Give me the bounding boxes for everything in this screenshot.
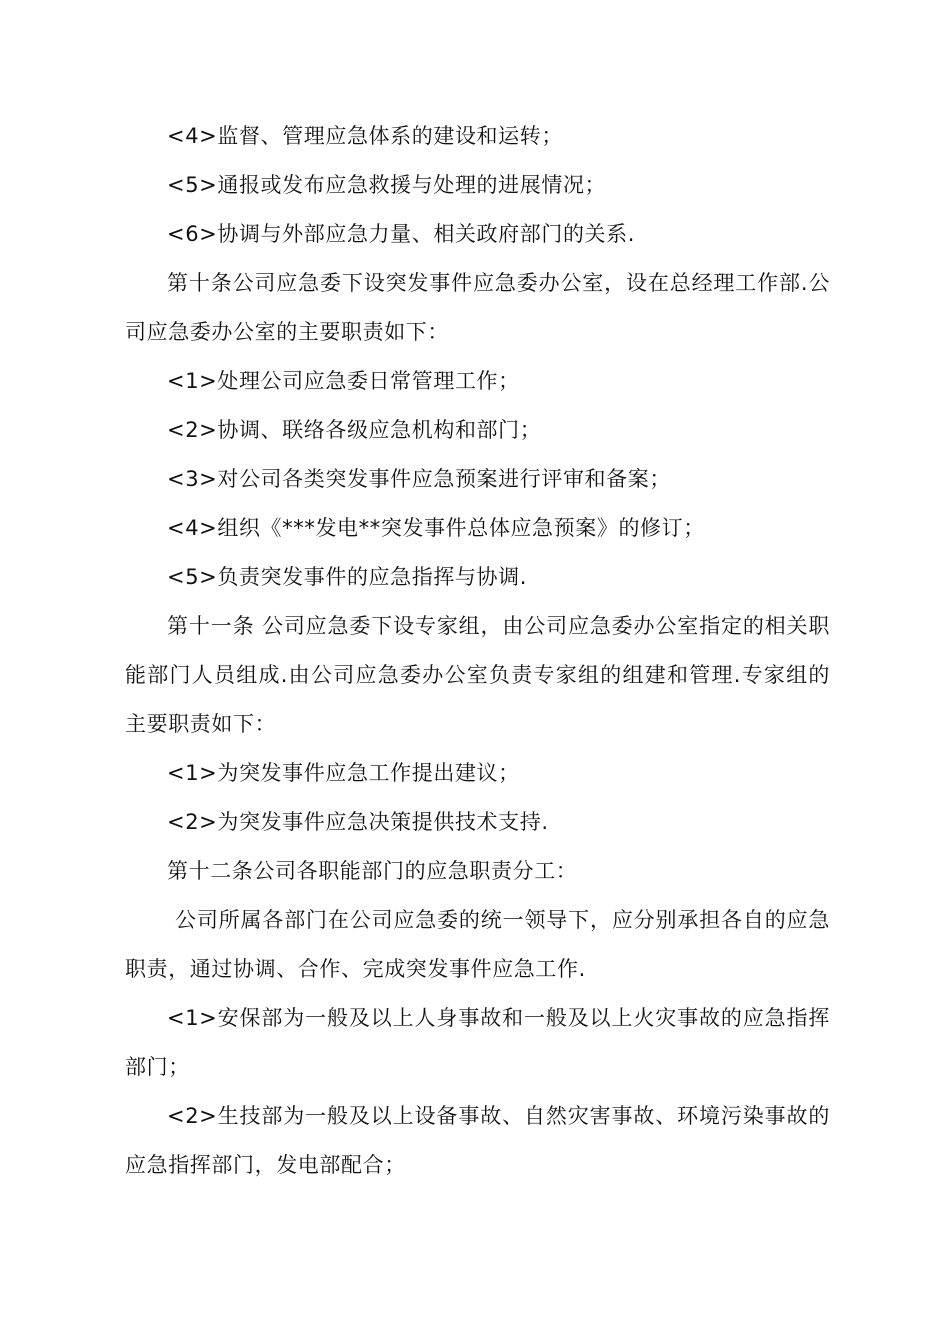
paragraph: <2>协调、联络各级应急机构和部门；: [167, 418, 542, 442]
paragraph: <1>处理公司应急委日常管理工作；: [167, 369, 520, 393]
paragraph: 公司所属各部门在公司应急委的统一领导下，应分别承担各自的应急职责，通过协调、合作、完成突发事件应急工作.: [125, 908, 830, 981]
paragraph: <5>通报或发布应急救援与处理的进展情况；: [167, 173, 607, 197]
document-body: [125, 112, 830, 1190]
article-11-paragraph: 第十一条 公司应急委下设专家组，由公司应急委办公室指定的相关职能部门人员组成.由公司应急委办公室负责专家组的组建和管理.专家组的主要职责如下：: [125, 614, 830, 736]
paragraph: <4>组织《***发电**突发事件总体应急预案》的修订；: [167, 516, 705, 540]
article-12-heading: 第十二条公司各职能部门的应急职责分工：: [167, 859, 578, 883]
paragraph: <4>监督、管理应急体系的建设和运转；: [167, 124, 563, 148]
paragraph: <2>为突发事件应急决策提供技术支持.: [167, 810, 549, 834]
paragraph: <2>生技部为一般及以上设备事故、自然灾害事故、环境污染事故的应急指挥部门，发电部配合；: [125, 1104, 830, 1177]
paragraph: <6>协调与外部应急力量、相关政府部门的关系.: [167, 222, 636, 246]
article-10-paragraph: 第十条公司应急委下设突发事件应急委办公室，设在总经理工作部.公司应急委办公室的主要职责如下：: [125, 271, 830, 344]
paragraph: <3>对公司各类突发事件应急预案进行评审和备案；: [167, 467, 671, 491]
paragraph: <5>负责突发事件的应急指挥与协调.: [167, 565, 528, 589]
paragraph: <1>为突发事件应急工作提出建议；: [167, 761, 520, 785]
paragraph: <1>安保部为一般及以上人身事故和一般及以上火灾事故的应急指挥部门；: [125, 1006, 830, 1079]
